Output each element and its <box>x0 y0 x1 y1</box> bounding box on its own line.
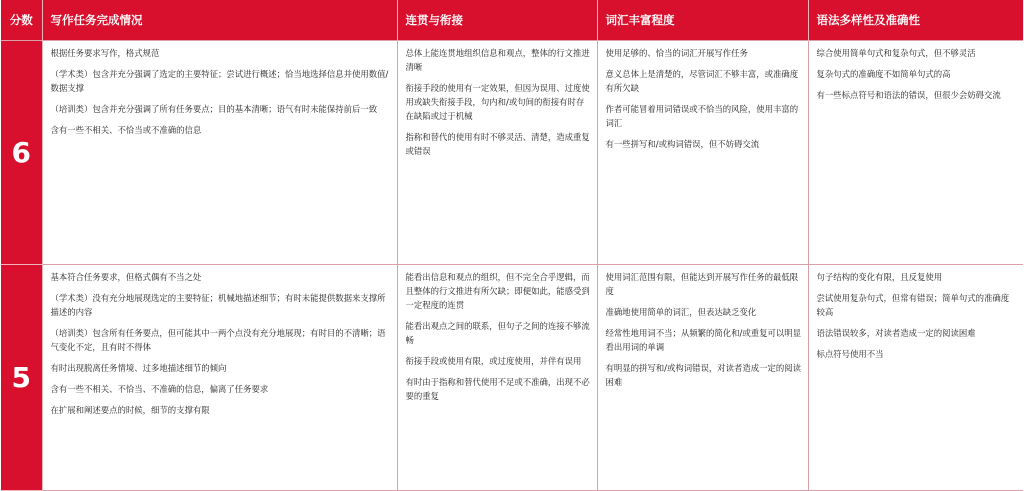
criterion-item: 有一些拼写和/或构词错误，但不妨碍交流 <box>605 139 760 149</box>
header-grammar-range-accuracy: 语法多样性及准确性 <box>808 0 1023 41</box>
criterion-item: 标点符号使用不当 <box>816 349 884 359</box>
coherence-cell <box>397 41 597 265</box>
criterion-item: 意义总体上是清楚的，尽管词汇不够丰富，或准确度有所欠缺 <box>605 69 799 93</box>
criterion-item: 复杂句式的准确度不如简单句式的高 <box>816 69 951 79</box>
lexical-cell <box>597 41 808 265</box>
header-coherence-cohesion: 连贯与衔接 <box>397 0 597 41</box>
criterion-item: 综合使用简单句式和复杂句式，但不够灵活 <box>816 48 976 58</box>
criterion-item: 衔接手段的使用有一定效果，但因为误用、过度使用或缺失衔接手段，句内和/或句间的衔接有时存在缺陷或过于机械 <box>405 83 590 121</box>
criterion-item: 有明显的拼写和/或构词错误，对读者造成一定的阅读困难 <box>605 363 801 387</box>
criterion-item: 在扩展和阐述要点的时候，细节的支撑有限 <box>50 405 210 415</box>
band-row-6 <box>1 41 1023 265</box>
grammar-cell <box>808 41 1023 265</box>
criterion-item: 有一些标点符号和语法的错误，但很少会妨碍交流 <box>816 90 1001 100</box>
task-cell <box>42 41 397 265</box>
criterion-item: 使用足够的、恰当的词汇开展写作任务 <box>605 48 748 58</box>
criterion-item: 指称和替代的使用有时不够灵活、清楚，造成重复或错误 <box>405 132 590 156</box>
criterion-item: 能看出观点之间的联系，但句子之间的连接不够流畅 <box>405 321 590 345</box>
criterion-item: （培训类）包含并充分强调了所有任务要点；目的基本清晰；语气有时未能保持前后一致 <box>50 104 378 114</box>
task-cell <box>42 265 397 491</box>
criterion-item: 基本符合任务要求，但格式偶有不当之处 <box>50 272 202 282</box>
criterion-item: 使用词汇范围有限，但能达到开展写作任务的最低限度 <box>605 272 799 296</box>
criterion-item: 有时由于指称和替代使用不足或不准确，出现不必要的重复 <box>405 377 590 401</box>
criterion-item: （学术类）没有充分地展现选定的主要特征；机械地描述细节；有时未能提供数据来支撑所描述的内容 <box>50 293 386 317</box>
header-task-achievement: 写作任务完成情况 <box>42 0 397 41</box>
criterion-item: 总体上能连贯地组织信息和观点，整体的行文推进清晰 <box>405 48 590 72</box>
criterion-item: 能看出信息和观点的组织，但不完全合乎逻辑，而且整体的行文推进有所欠缺；即便如此，能感受到一定程度的连贯 <box>405 272 590 310</box>
criterion-item: 语法错误较多，对读者造成一定的阅读困难 <box>816 328 976 338</box>
criterion-item: 作者可能冒着用词错误或不恰当的风险，使用丰富的词汇 <box>605 104 799 128</box>
criterion-item: 有时出现脱离任务情境、过多地描述细节的倾向 <box>50 363 227 373</box>
header-lexical-resource: 词汇丰富程度 <box>597 0 808 41</box>
criterion-item: 含有一些不相关、不恰当或不准确的信息 <box>50 125 202 135</box>
band-score: 6 <box>1 41 42 265</box>
coherence-cell <box>397 265 597 491</box>
criterion-item: 含有一些不相关、不恰当、不准确的信息，偏离了任务要求 <box>50 384 269 394</box>
grammar-cell <box>808 265 1023 491</box>
header-row <box>1 0 1023 41</box>
criterion-item: 句子结构的变化有限，且反复使用 <box>816 272 943 282</box>
criterion-item: 尝试使用复杂句式，但常有错误；简单句式的准确度较高 <box>816 293 1010 317</box>
criterion-item: 衔接手段或使用有限，或过度使用，并伴有误用 <box>405 356 582 366</box>
scoring-rubric-table <box>1 0 1023 491</box>
criterion-item: 经常性地用词不当；从频繁的简化和/或重复可以明显看出用词的单调 <box>605 328 801 352</box>
band-row-5 <box>1 265 1023 491</box>
criterion-item: 根据任务要求写作，格式规范 <box>50 48 160 58</box>
lexical-cell <box>597 265 808 491</box>
criterion-item: （培训类）包含所有任务要点，但可能其中一两个点没有充分地展现；有时目的不清晰；语气变化不定，且有时不得体 <box>50 328 386 352</box>
criterion-item: 准确地使用简单的词汇，但表达缺乏变化 <box>605 307 757 317</box>
band-score: 5 <box>1 265 42 491</box>
criterion-item: （学术类）包含并充分强调了选定的主要特征；尝试进行概述；恰当地选择信息并使用数值/数据支撑 <box>50 69 389 93</box>
header-score: 分数 <box>1 0 42 41</box>
